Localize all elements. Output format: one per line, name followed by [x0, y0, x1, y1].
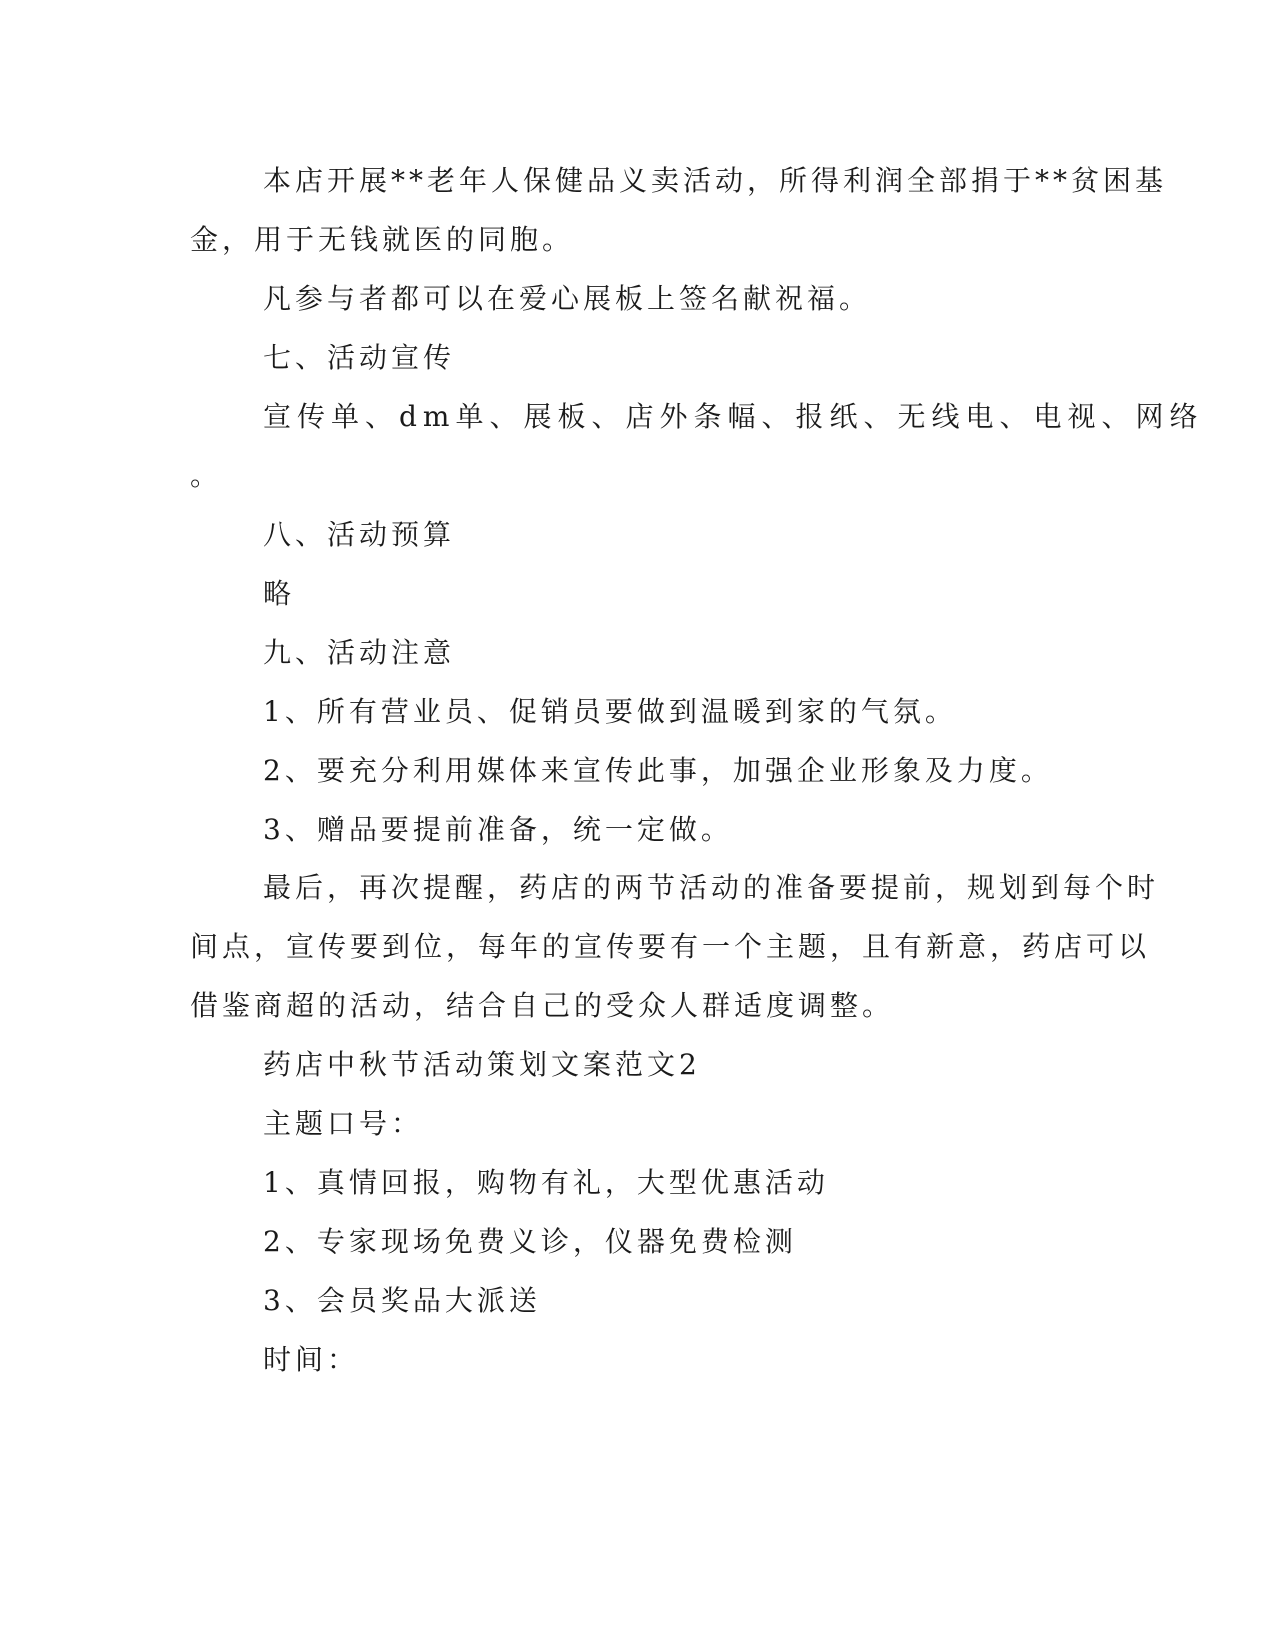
heading-time: 时间： — [263, 1343, 360, 1376]
list-item-slogan-3: 3、会员奖品大派送 — [263, 1284, 541, 1317]
heading-theme-slogan: 主题口号： — [263, 1107, 424, 1140]
paragraph-publicity-channels-end: 。 — [190, 459, 223, 492]
paragraph-final-reminder-line-1: 最后，再次提醒，药店的两节活动的准备要提前，规划到每个时 — [263, 871, 1160, 904]
paragraph-charity-sale-line-1: 本店开展**老年人保健品义卖活动，所得利润全部捐于**贫困基 — [263, 164, 1168, 197]
paragraph-budget-omitted: 略 — [263, 577, 296, 610]
paragraph-final-reminder-line-2: 间点，宣传要到位，每年的宣传要有一个主题，且有新意，药店可以 — [190, 930, 1151, 963]
section-title-sample-2: 药店中秋节活动策划文案范文2 — [263, 1048, 701, 1081]
paragraph-final-reminder-line-3: 借鉴商超的活动，结合自己的受众人群适度调整。 — [190, 989, 895, 1022]
list-item-note-3: 3、赠品要提前准备，统一定做。 — [263, 813, 733, 846]
list-item-slogan-1: 1、真情回报，购物有礼，大型优惠活动 — [263, 1166, 829, 1199]
heading-activity-notes: 九、活动注意 — [263, 636, 456, 669]
paragraph-charity-sale-line-2: 金，用于无钱就医的同胞。 — [190, 223, 575, 256]
paragraph-signature-board: 凡参与者都可以在爱心展板上签名献祝福。 — [263, 282, 872, 315]
list-item-note-1: 1、所有营业员、促销员要做到温暖到家的气氛。 — [263, 695, 957, 728]
list-item-slogan-2: 2、专家现场免费义诊，仪器免费检测 — [263, 1225, 797, 1258]
heading-activity-budget: 八、活动预算 — [263, 518, 456, 551]
heading-activity-publicity: 七、活动宣传 — [263, 341, 456, 374]
paragraph-publicity-channels: 宣传单、dm单、展板、店外条幅、报纸、无线电、电视、网络 — [263, 400, 1204, 433]
list-item-note-2: 2、要充分利用媒体来宣传此事，加强企业形象及力度。 — [263, 754, 1053, 787]
